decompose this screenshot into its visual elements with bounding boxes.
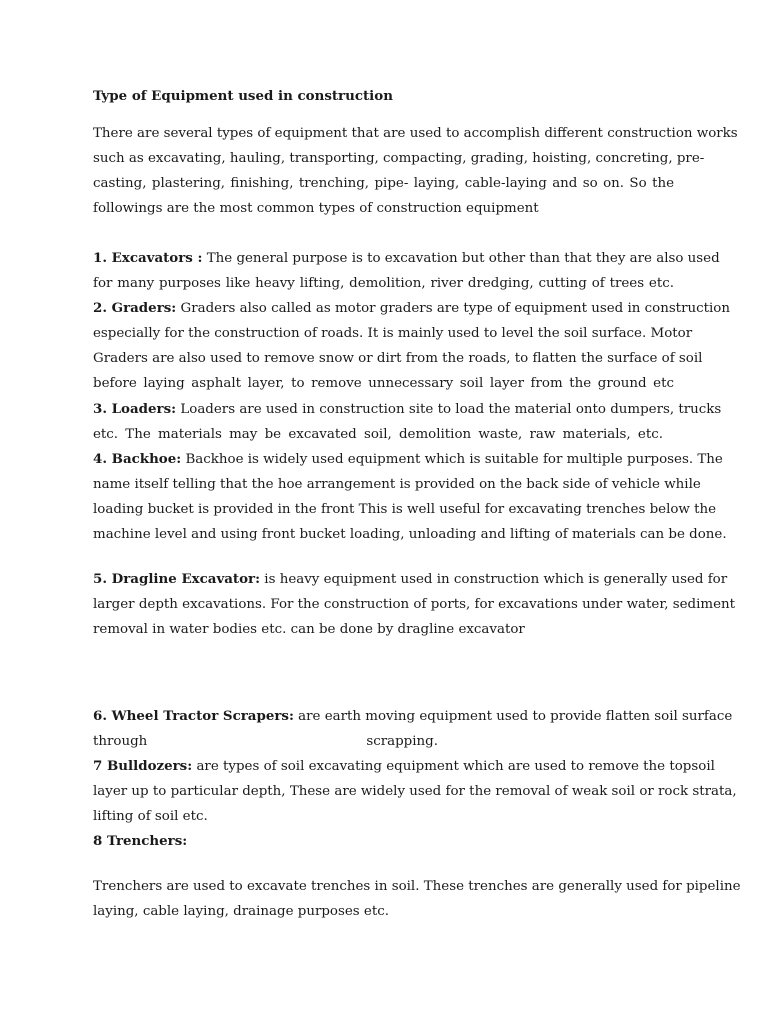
bulldozers-line-2: layer up to particular depth, These are widely used for the removal of weak soil or rock strata, [93, 784, 737, 799]
graders-text-1: Graders also called as motor graders are type of equipment used in construction [180, 301, 730, 316]
dragline-line-1 [93, 571, 728, 587]
backhoe-line-1 [93, 451, 723, 467]
backhoe-line-2: name itself telling that the hoe arrangement is provided on the back side of vehicle while [93, 477, 701, 492]
excavators-line-2: for many purposes like heavy lifting, demolition, river dredging, cutting of trees etc. [93, 276, 674, 291]
loaders-line-2: etc. The materials may be excavated soil, demolition waste, raw materials, etc. [93, 427, 663, 442]
dragline-text-1: is heavy equipment used in construction which is generally used for [264, 572, 728, 587]
graders-label: 2. Graders: [93, 300, 177, 316]
dragline-line-2: larger depth excavations. For the construction of ports, for excavations under water, sediment [93, 597, 736, 612]
dragline-line-3: removal in water bodies etc. can be done by dragline excavator [93, 622, 525, 637]
loaders-label: 3. Loaders: [93, 401, 177, 417]
graders-line-4: before laying asphalt layer, to remove unnecessary soil layer from the ground etc [93, 376, 674, 391]
scrapers-line-2 [93, 735, 438, 748]
loaders-text-1: Loaders are used in construction site to load the material onto dumpers, trucks [180, 402, 722, 417]
intro-line-1: There are several types of equipment that are used to accomplish different construction works [93, 126, 738, 141]
trenchers-label: 8 Trenchers: [93, 833, 188, 849]
trenchers-line-1: Trenchers are used to excavate trenches in soil. These trenches are generally used for pipeline [93, 879, 741, 894]
excavators-label: 1. Excavators : [93, 250, 203, 266]
backhoe-line-4: machine level and using front bucket loading, unloading and lifting of materials can be done. [93, 527, 727, 542]
bulldozers-line-1 [93, 758, 715, 774]
scrapers-text-2a: through [93, 734, 148, 749]
graders-line-2: especially for the construction of roads. It is mainly used to level the soil surface. Motor [93, 326, 693, 341]
scrapers-label: 6. Wheel Tractor Scrapers: [93, 708, 294, 724]
bulldozers-text-1: are types of soil excavating equipment which are used to remove the topsoil [196, 759, 715, 774]
backhoe-label: 4. Backhoe: [93, 451, 182, 467]
bulldozers-label: 7 Bulldozers: [93, 758, 193, 774]
document-title: Type of Equipment used in construction [93, 88, 393, 104]
intro-line-4: followings are the most common types of construction equipment [93, 201, 539, 216]
scrapers-line-1 [93, 708, 733, 724]
intro-line-3: casting, plastering, finishing, trenching, pipe- laying, cable-laying and so on. So the [93, 176, 674, 191]
backhoe-line-3: loading bucket is provided in the front This is well useful for excavating trenches below the [93, 502, 717, 517]
loaders-line-1 [93, 401, 722, 417]
scrapers-text-1: are earth moving equipment used to provide flatten soil surface [298, 709, 733, 724]
graders-line-1 [93, 300, 730, 316]
excavators-line-1 [93, 250, 720, 266]
trenchers-line-2: laying, cable laying, drainage purposes etc. [93, 904, 389, 919]
scrapers-text-2b: scrapping. [366, 734, 438, 749]
backhoe-text-1: Backhoe is widely used equipment which is suitable for multiple purposes. The [185, 452, 723, 467]
dragline-label: 5. Dragline Excavator: [93, 571, 261, 587]
graders-line-3: Graders are also used to remove snow or dirt from the roads, to flatten the surface of soil [93, 351, 703, 366]
bulldozers-line-3: lifting of soil etc. [93, 809, 208, 824]
excavators-text-1: The general purpose is to excavation but other than that they are also used [206, 251, 720, 266]
intro-line-2: such as excavating, hauling, transporting, compacting, grading, hoisting, concreting, pre- [93, 151, 705, 166]
